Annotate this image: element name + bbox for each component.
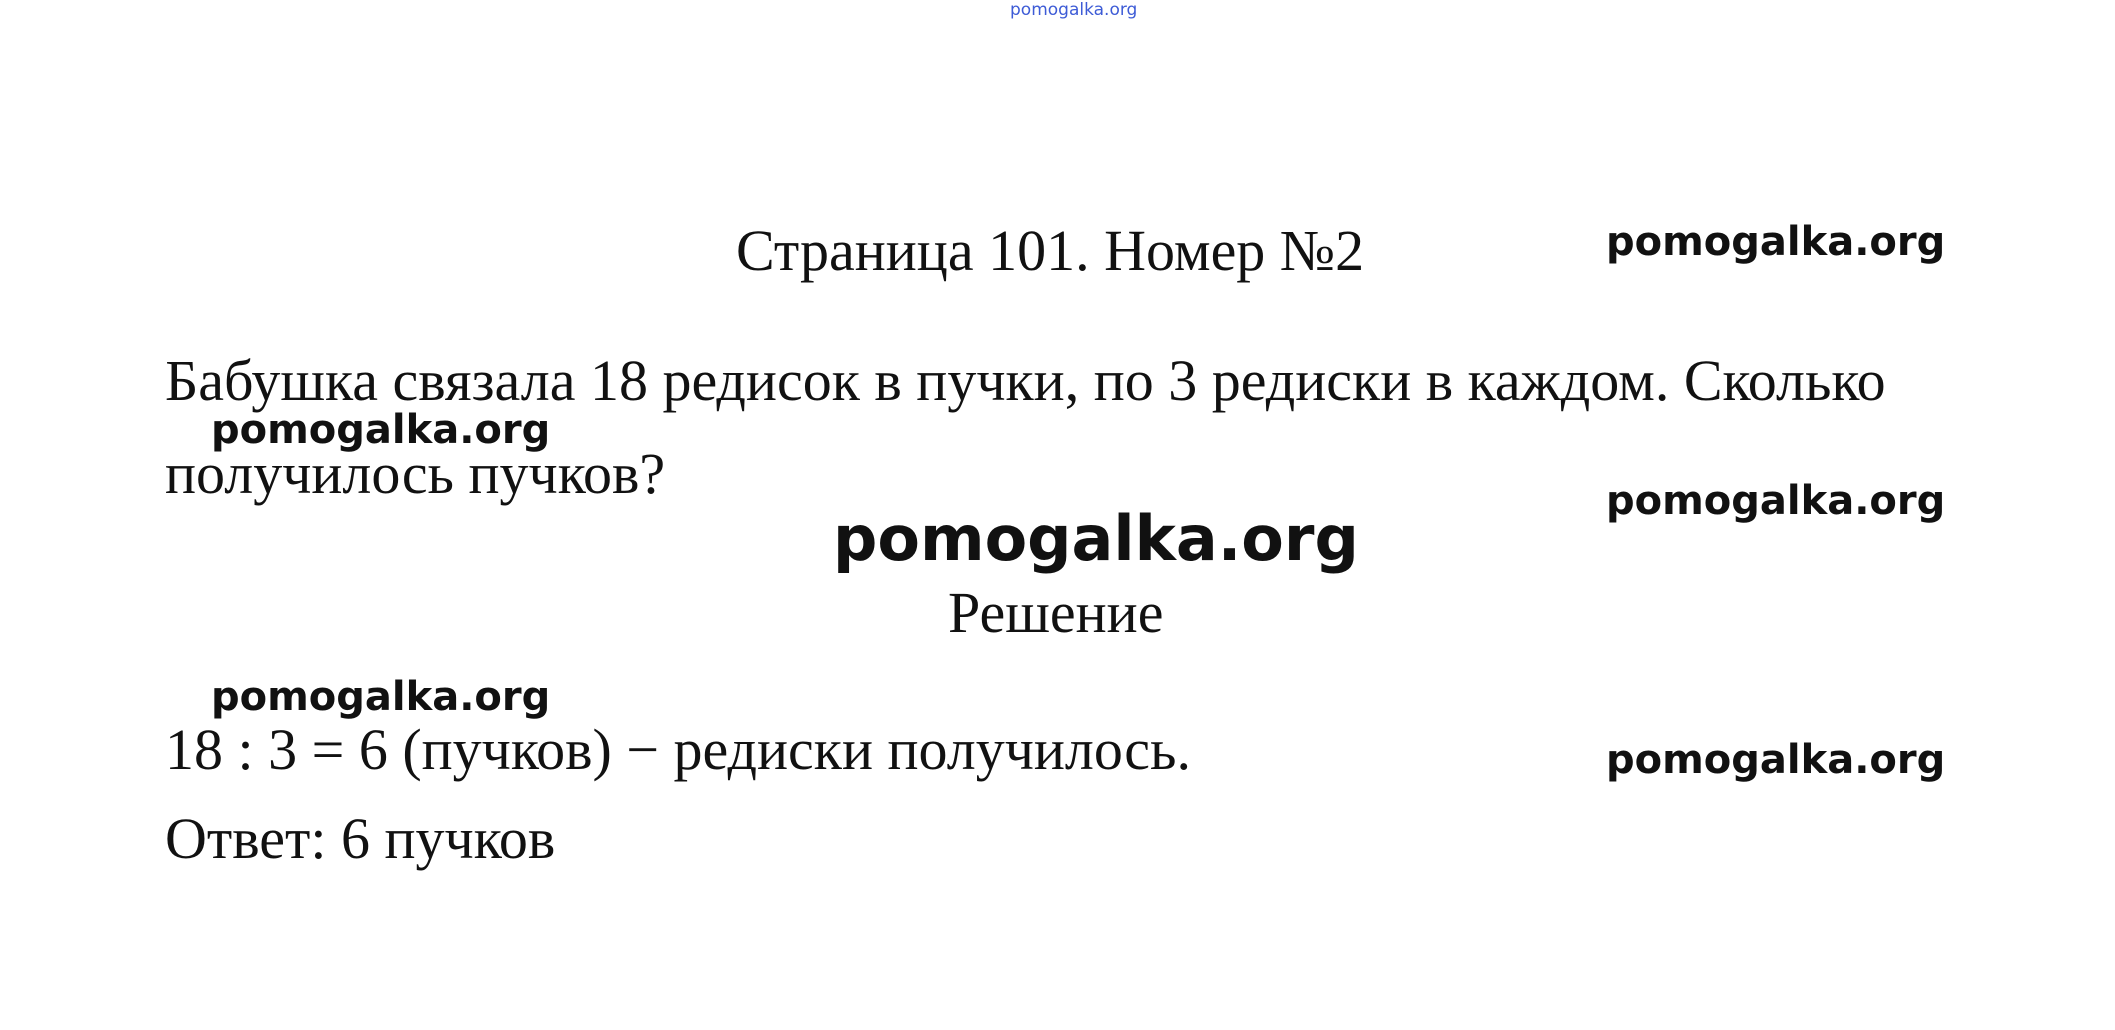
top-watermark: pomogalka.org bbox=[1010, 0, 1138, 20]
watermark-right-3: pomogalka.org bbox=[1606, 737, 1946, 783]
watermark-center-large: pomogalka.org bbox=[833, 502, 1359, 575]
solution-line: 18 : 3 = 6 (пучков) − редиски получилось. bbox=[165, 717, 1191, 782]
answer-line: Ответ: 6 пучков bbox=[165, 806, 556, 871]
watermark-right-2: pomogalka.org bbox=[1606, 478, 1946, 524]
problem-line-1: Бабушка связала 18 редисок в пучки, по 3 редиски в каждом. Сколько bbox=[165, 348, 1886, 413]
solution-heading: Решение bbox=[948, 580, 1164, 645]
watermark-left-1: pomogalka.org bbox=[211, 407, 551, 453]
page-title: Страница 101. Номер №2 bbox=[736, 218, 1365, 283]
watermark-right-1: pomogalka.org bbox=[1606, 219, 1946, 265]
watermark-left-2: pomogalka.org bbox=[211, 674, 551, 720]
problem-line-2: получилось пучков? bbox=[165, 441, 666, 506]
